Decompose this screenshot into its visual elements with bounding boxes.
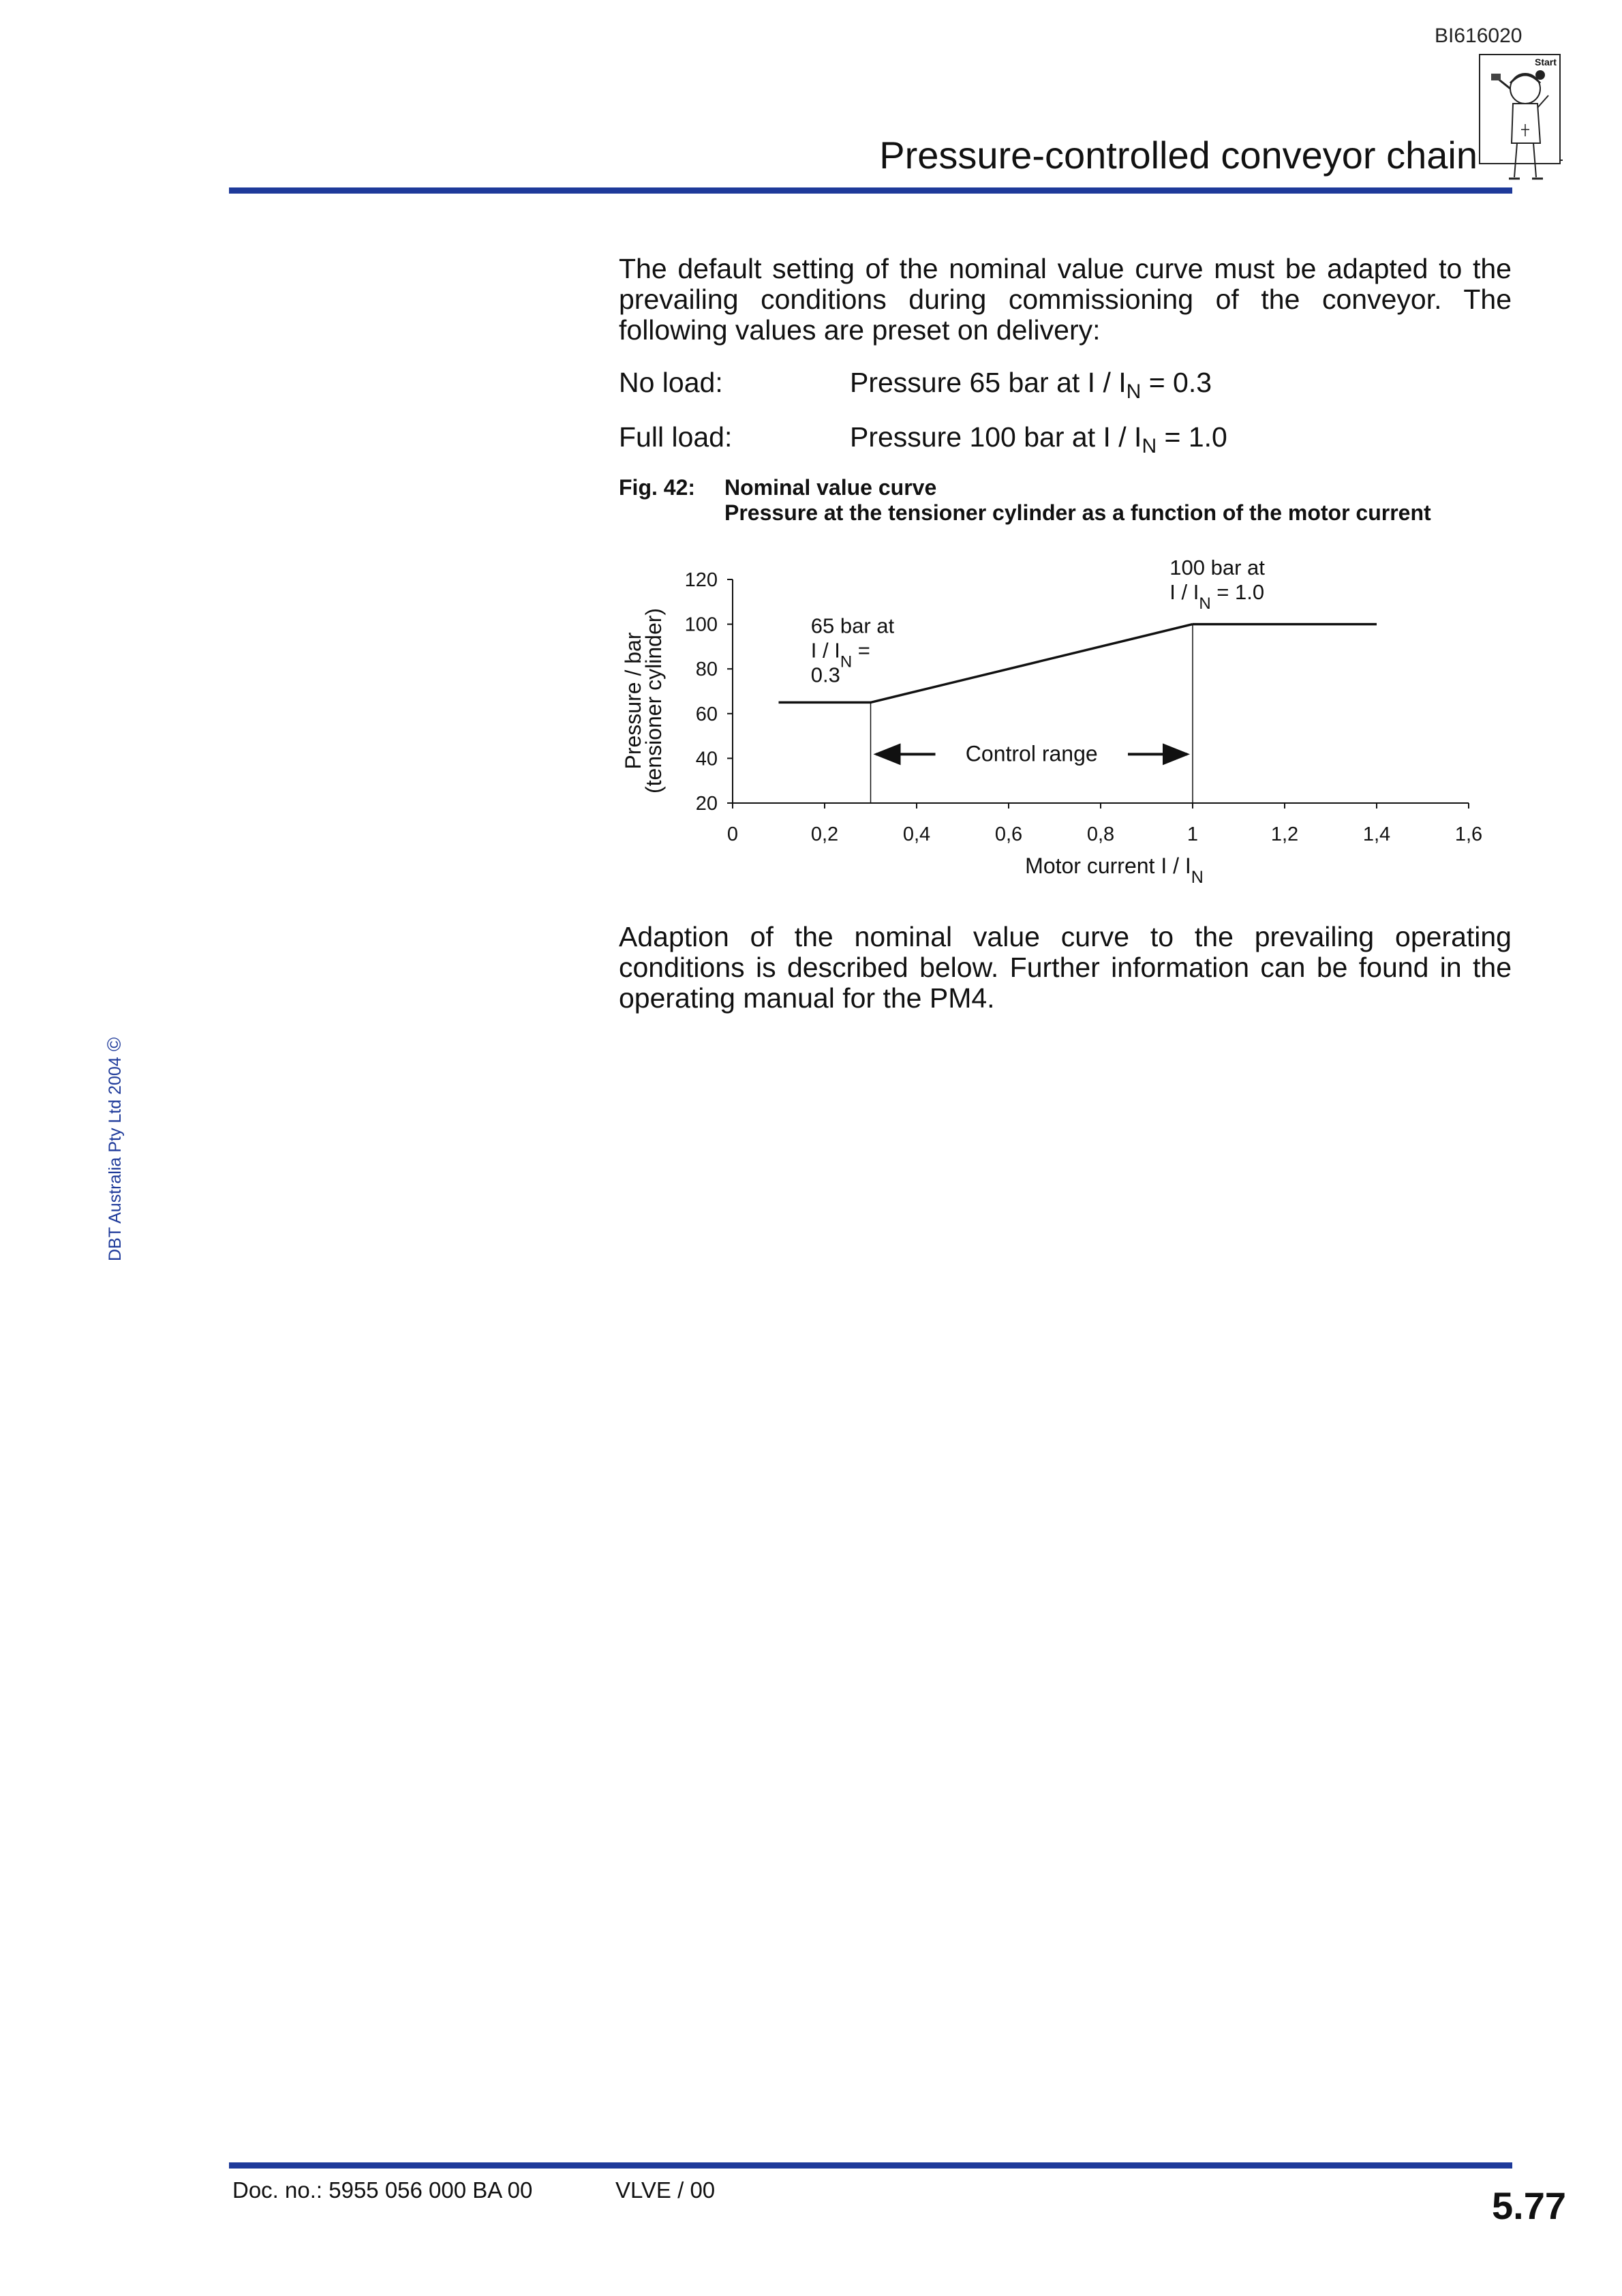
figure-subtitle: Pressure at the tensioner cylinder as a function of the motor current	[724, 500, 1431, 525]
y-tick-label: 80	[695, 659, 718, 681]
copyright-text: DBT Australia Pty Ltd 2004	[106, 1057, 125, 1261]
document-code: BI616020	[1435, 25, 1522, 47]
figure-title: Nominal value curve	[724, 475, 937, 500]
intro-paragraph: The default setting of the nominal value curve must be adapted to the prevailing conditions during commissioning of the conveyor. The following values are preset on delivery:	[619, 253, 1512, 346]
x-tick-label: 1	[1187, 824, 1199, 845]
footer-divider	[229, 2162, 1512, 2169]
nominal-value-chart	[613, 545, 1513, 886]
y-tick-label: 40	[695, 748, 718, 770]
x-tick-label: 0,4	[902, 824, 931, 845]
document-number: Doc. no.: 5955 056 000 BA 00	[232, 2177, 533, 2203]
x-tick-label: 0,6	[994, 824, 1023, 845]
y-tick-label: 120	[684, 569, 718, 591]
x-tick-label: 1,6	[1454, 824, 1483, 845]
y-axis-label-line2: (tensioner cylinder)	[641, 607, 666, 794]
full-load-value: Pressure 100 bar at $I / I_N = 1.0$	[850, 421, 1227, 458]
version-label: VLVE / 00	[615, 2177, 716, 2203]
y-axis-label-line1: Pressure / bar	[621, 632, 645, 770]
x-tick-label: 0,8	[1086, 824, 1115, 845]
control-range-label: Control range	[965, 741, 1098, 766]
y-axis-label	[621, 608, 666, 794]
header-divider	[229, 187, 1512, 194]
x-axis-label: Motor current I / $I_N$	[1025, 854, 1204, 886]
start-figure-logo	[1478, 48, 1563, 187]
no-load-label: No load:	[619, 367, 723, 398]
x-tick-label: 0,2	[810, 824, 839, 845]
high-point-annotation: 100 bar at	[1169, 556, 1265, 579]
low-point-annotation: 65 bar at	[810, 614, 895, 638]
x-tick-label: 1,4	[1362, 824, 1391, 845]
y-tick-label: 20	[695, 793, 718, 815]
copyright-symbol: ©	[104, 1037, 125, 1052]
full-load-label: Full load:	[619, 421, 733, 453]
curve-segment	[871, 624, 1193, 703]
outro-paragraph: Adaption of the nominal value curve to the prevailing operating conditions is described below. Further information can be found in the operating manual for the PM4.	[619, 921, 1512, 1014]
figure-label: Fig. 42:	[619, 475, 696, 500]
y-tick-label: 100	[684, 614, 718, 636]
page-title: Pressure-controlled conveyor chain	[879, 134, 1478, 177]
no-load-value: Pressure 65 bar at $I / I_N = 0.3$	[850, 367, 1212, 404]
start-label: Start	[1535, 57, 1557, 67]
x-tick-label: 0	[726, 824, 739, 845]
page-number: 5.77	[1492, 2184, 1566, 2227]
x-tick-label: 1,2	[1270, 824, 1299, 845]
low-point-annotation: 0.3	[810, 663, 840, 687]
high-point-annotation: $I / I_N = 1.0$	[1169, 580, 1265, 613]
y-tick-label: 60	[695, 703, 718, 725]
low-point-annotation: I / $I_N$ =	[810, 638, 870, 671]
